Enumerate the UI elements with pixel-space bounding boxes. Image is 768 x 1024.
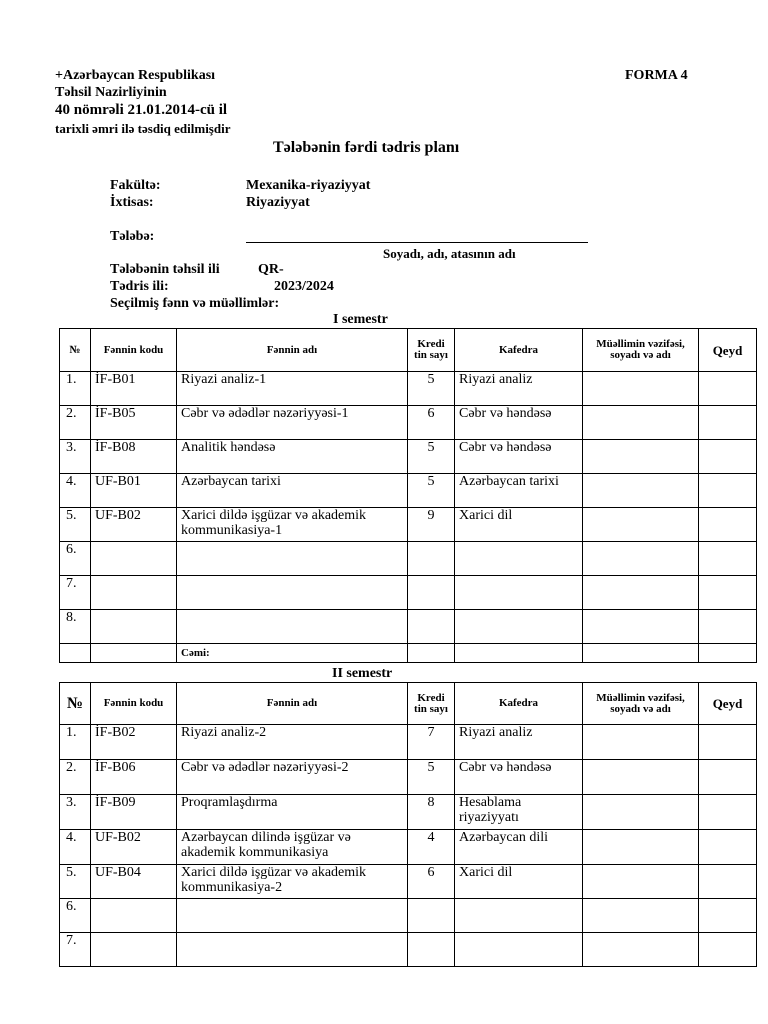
row-number: 6.: [60, 542, 91, 576]
semester-2-title: II semestr: [332, 666, 393, 681]
table-row: [60, 508, 757, 542]
col-course-code: Fənnin kodu: [91, 683, 177, 725]
department: Xarici dil: [455, 508, 583, 542]
row-number: 8.: [60, 610, 91, 644]
row-number: 6.: [60, 899, 91, 933]
col-teacher: Müəllimin vəzifəsi, soyadı və adı: [583, 683, 699, 725]
student-label: Tələbə:: [110, 229, 155, 244]
note-cell[interactable]: [699, 474, 757, 508]
credits: 4: [408, 830, 455, 865]
col-credits: Kredi tin sayı: [408, 329, 455, 372]
department: Xarici dil: [455, 865, 583, 899]
department: [455, 610, 583, 644]
course-code: UF-B01: [91, 474, 177, 508]
course-name: [177, 610, 408, 644]
col-number: №: [60, 683, 91, 725]
table-row: [60, 542, 757, 576]
col-credits: Kredi tin sayı: [408, 683, 455, 725]
ministry-line-1: +Azərbaycan Respublikası: [55, 68, 216, 83]
page-title: Tələbənin fərdi tədris planı: [273, 139, 460, 156]
course-name: [177, 899, 408, 933]
note-cell[interactable]: [699, 406, 757, 440]
table-row: [60, 610, 757, 644]
department: Hesablama riyaziyyatı: [455, 795, 583, 830]
note-cell[interactable]: [699, 508, 757, 542]
row-number: 2.: [60, 760, 91, 795]
col-department: Kafedra: [455, 329, 583, 372]
table-row: [60, 865, 757, 899]
col-course-name: Fənnin adı: [177, 683, 408, 725]
student-name-caption: Soyadı, adı, atasının adı: [383, 246, 516, 261]
department: Azərbaycan dili: [455, 830, 583, 865]
study-year-label: Tələbənin təhsil ili: [110, 262, 220, 277]
course-name: Riyazi analiz-1: [177, 372, 408, 406]
credits: 6: [408, 406, 455, 440]
course-code: [91, 576, 177, 610]
credits: 8: [408, 795, 455, 830]
total-label: Cəmi:: [177, 644, 408, 663]
department: [455, 899, 583, 933]
teacher-cell[interactable]: [583, 406, 699, 440]
table-row: [60, 406, 757, 440]
course-name: [177, 576, 408, 610]
teacher-cell[interactable]: [583, 795, 699, 830]
teacher-cell[interactable]: [583, 933, 699, 967]
specialty-label: İxtisas:: [110, 195, 154, 210]
teacher-cell[interactable]: [583, 865, 699, 899]
col-course-name: Fənnin adı: [177, 329, 408, 372]
credits: 5: [408, 440, 455, 474]
semester-1-total-row: [60, 644, 757, 663]
teacher-cell[interactable]: [583, 725, 699, 760]
teacher-cell[interactable]: [583, 474, 699, 508]
col-teacher: Müəllimin vəzifəsi, soyadı və adı: [583, 329, 699, 372]
semester-2-header-row: [60, 683, 757, 725]
teacher-cell[interactable]: [583, 610, 699, 644]
col-department: Kafedra: [455, 683, 583, 725]
row-number: 7.: [60, 933, 91, 967]
note-cell[interactable]: [699, 440, 757, 474]
department: Azərbaycan tarixi: [455, 474, 583, 508]
row-number: 5.: [60, 508, 91, 542]
selected-courses-label: Seçilmiş fənn və müəllimlər:: [110, 296, 280, 311]
col-course-code: Fənnin kodu: [91, 329, 177, 372]
table-row: [60, 440, 757, 474]
row-number: 5.: [60, 865, 91, 899]
note-cell[interactable]: [699, 372, 757, 406]
course-name: Xarici dildə işgüzar və akademik kommunikasiya-1: [177, 508, 408, 542]
ministry-line-2: Təhsil Nazirliyinin: [55, 85, 167, 100]
credits: [408, 542, 455, 576]
credits: 5: [408, 474, 455, 508]
table-row: [60, 760, 757, 795]
course-code: [91, 933, 177, 967]
form-number: FORMA 4: [625, 68, 688, 83]
course-name: Xarici dildə işgüzar və akademik kommunikasiya-2: [177, 865, 408, 899]
department: [455, 576, 583, 610]
note-cell[interactable]: [699, 760, 757, 795]
semester-1-title: I semestr: [333, 312, 388, 327]
note-cell[interactable]: [699, 795, 757, 830]
teacher-cell[interactable]: [583, 542, 699, 576]
col-note: Qeyd: [699, 683, 757, 725]
col-note: Qeyd: [699, 329, 757, 372]
teacher-cell[interactable]: [583, 760, 699, 795]
course-code: İF-B02: [91, 725, 177, 760]
row-number: 4.: [60, 474, 91, 508]
course-code: [91, 542, 177, 576]
department: Riyazi analiz: [455, 372, 583, 406]
table-row: [60, 372, 757, 406]
course-code: İF-B01: [91, 372, 177, 406]
semester-1-table: [59, 328, 757, 663]
table-row: [60, 795, 757, 830]
approval-line: tarixli əmri ilə təsdiq edilmişdir: [55, 121, 231, 136]
course-name: Cəbr və ədədlər nəzəriyyəsi-1: [177, 406, 408, 440]
course-code: İF-B06: [91, 760, 177, 795]
note-cell[interactable]: [699, 576, 757, 610]
note-cell[interactable]: [699, 865, 757, 899]
credits: 9: [408, 508, 455, 542]
course-code: [91, 899, 177, 933]
col-number: №: [60, 329, 91, 372]
semester-2-table: [59, 682, 757, 967]
note-cell[interactable]: [699, 933, 757, 967]
credits: 7: [408, 725, 455, 760]
note-cell[interactable]: [699, 899, 757, 933]
credits: [408, 933, 455, 967]
credits: 5: [408, 372, 455, 406]
course-code: UF-B04: [91, 865, 177, 899]
teacher-cell[interactable]: [583, 372, 699, 406]
credits: [408, 610, 455, 644]
course-code: İF-B09: [91, 795, 177, 830]
course-name: Azərbaycan dilində işgüzar və akademik kommunikasiya: [177, 830, 408, 865]
row-number: 7.: [60, 576, 91, 610]
course-name: Azərbaycan tarixi: [177, 474, 408, 508]
course-name: Proqramlaşdırma: [177, 795, 408, 830]
table-row: [60, 899, 757, 933]
teacher-cell[interactable]: [583, 899, 699, 933]
department: [455, 933, 583, 967]
course-code: UF-B02: [91, 830, 177, 865]
note-cell[interactable]: [699, 830, 757, 865]
credits: 5: [408, 760, 455, 795]
course-name: [177, 933, 408, 967]
specialty-value: Riyaziyyat: [246, 195, 310, 210]
course-name: Riyazi analiz-2: [177, 725, 408, 760]
department: Cəbr və həndəsə: [455, 440, 583, 474]
teacher-cell[interactable]: [583, 508, 699, 542]
department: [455, 542, 583, 576]
course-code: UF-B02: [91, 508, 177, 542]
teacher-cell[interactable]: [583, 576, 699, 610]
table-row: [60, 576, 757, 610]
study-year-value: QR-: [258, 262, 284, 277]
course-code: İF-B05: [91, 406, 177, 440]
department: Cəbr və həndəsə: [455, 406, 583, 440]
note-cell[interactable]: [699, 725, 757, 760]
teacher-cell[interactable]: [583, 440, 699, 474]
course-code: [91, 610, 177, 644]
course-name: [177, 542, 408, 576]
table-row: [60, 830, 757, 865]
faculty-label: Fakültə:: [110, 178, 161, 193]
semester-1-header-row: [60, 329, 757, 372]
row-number: 4.: [60, 830, 91, 865]
student-name-line[interactable]: [246, 228, 588, 243]
note-cell[interactable]: [699, 610, 757, 644]
department: Cəbr və həndəsə: [455, 760, 583, 795]
course-name: Cəbr və ədədlər nəzəriyyəsi-2: [177, 760, 408, 795]
credits: 6: [408, 865, 455, 899]
teacher-cell[interactable]: [583, 830, 699, 865]
department: Riyazi analiz: [455, 725, 583, 760]
table-row: [60, 933, 757, 967]
academic-year-label: Tədris ili:: [110, 279, 169, 294]
table-row: [60, 474, 757, 508]
course-name: Analitik həndəsə: [177, 440, 408, 474]
row-number: 1.: [60, 725, 91, 760]
row-number: 3.: [60, 795, 91, 830]
order-line: 40 nömrəli 21.01.2014-cü il: [55, 102, 228, 118]
table-row: [60, 725, 757, 760]
academic-year-value: 2023/2024: [274, 279, 334, 294]
credits: [408, 899, 455, 933]
row-number: 2.: [60, 406, 91, 440]
row-number: 1.: [60, 372, 91, 406]
course-code: İF-B08: [91, 440, 177, 474]
note-cell[interactable]: [699, 542, 757, 576]
credits: [408, 576, 455, 610]
faculty-value: Mexanika-riyaziyyat: [246, 178, 371, 193]
row-number: 3.: [60, 440, 91, 474]
